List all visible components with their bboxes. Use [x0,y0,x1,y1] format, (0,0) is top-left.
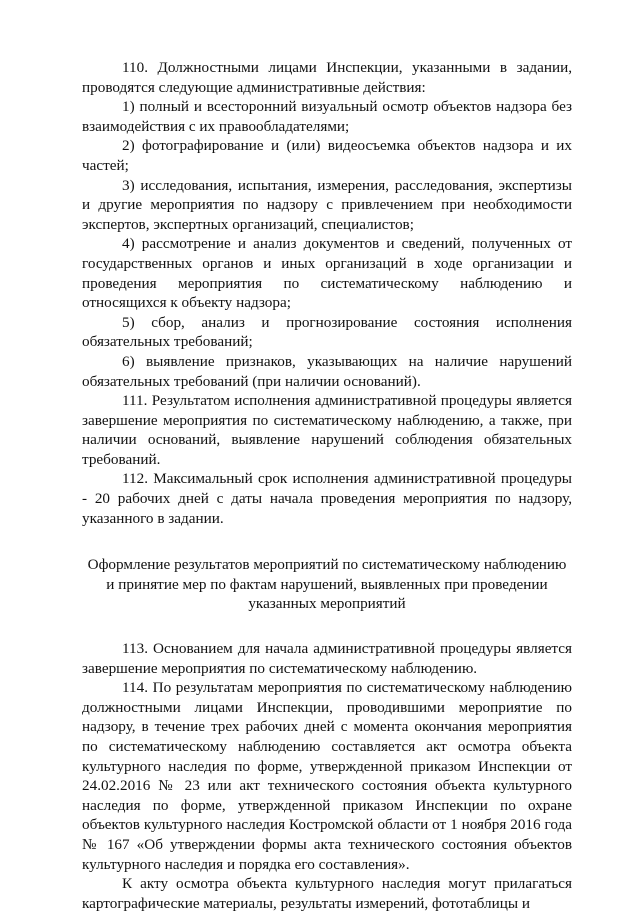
paragraph-113: 113. Основанием для начала административной процедуры является завершение мероприятия по систематическому наблюдению. [82,640,572,677]
spacer [82,614,572,639]
document-page [82,58,572,913]
paragraph-110-item-1: 1) полный и всесторонний визуальный осмотр объектов надзора без взаимодействия с их правообладателями; [82,98,572,135]
paragraph-111: 111. Результатом исполнения административной процедуры является завершение мероприятия по систематическому наблюдению, а также, при наличии оснований, выявление нарушений соблюдения обязательных требований. [82,392,572,468]
section-heading-line: Оформление результатов мероприятий по систематическому наблюдению [87,556,567,574]
section-heading [82,555,572,614]
paragraph-110-item-5: 5) сбор, анализ и прогнозирование состояния исполнения обязательных требований; [82,313,572,351]
paragraph-110-item-6: 6) выявление признаков, указывающих на наличие нарушений обязательных требований (при наличии оснований). [82,352,572,390]
paragraph-110-item-4: 4) рассмотрение и анализ документов и сведений, полученных от государственных органов и иных организаций в ходе организации и проведения мероприятия по систематическому наблюдению и относящихся к объекту надзора; [82,235,572,312]
paragraph-110: 110. Должностными лицами Инспекции, указанными в задании, проводятся следующие административные действия: [82,59,572,96]
paragraph-attachments: К акту осмотра объекта культурного наследия могут прилагаться картографические материалы, результаты измерений, фототаблицы и [82,875,572,912]
paragraph-114: 114. По результатам мероприятия по систематическому наблюдению должностными лицами Инспекции, проводившими мероприятие по надзору, в течение трех рабочих дней с момента окончания мероприятия по систематическому наблюдению составляется акт осмотра объекта культурного наследия по форме, утвержденной приказом Инспекции от 24.02.2016 № 23 или акт технического состояния объекта культурного наследия по форме, утвержденной приказом Инспекции по охране объектов культурного наследия Костромской области от 1 ноября 2016 года № 167 «Об утверждении формы акта технического состояния объектов культурного наследия и порядка его составления». [82,679,572,873]
paragraph-110-item-3: 3) исследования, испытания, измерения, расследования, экспертизы и другие мероприятия по надзору с привлечением при необходимости экспертов, экспертных организаций, специалистов; [82,176,572,233]
paragraph-110-item-2: 2) фотографирование и (или) видеосъемка объектов надзора и их частей; [82,137,572,174]
paragraph-112: 112. Максимальный срок исполнения административной процедуры - 20 рабочих дней с даты начала проведения мероприятия по надзору, указанного в задании. [82,470,572,527]
section-heading-line: указанных мероприятий [248,595,406,613]
section-heading-line: и принятие мер по фактам нарушений, выявленных при проведении [106,575,548,593]
